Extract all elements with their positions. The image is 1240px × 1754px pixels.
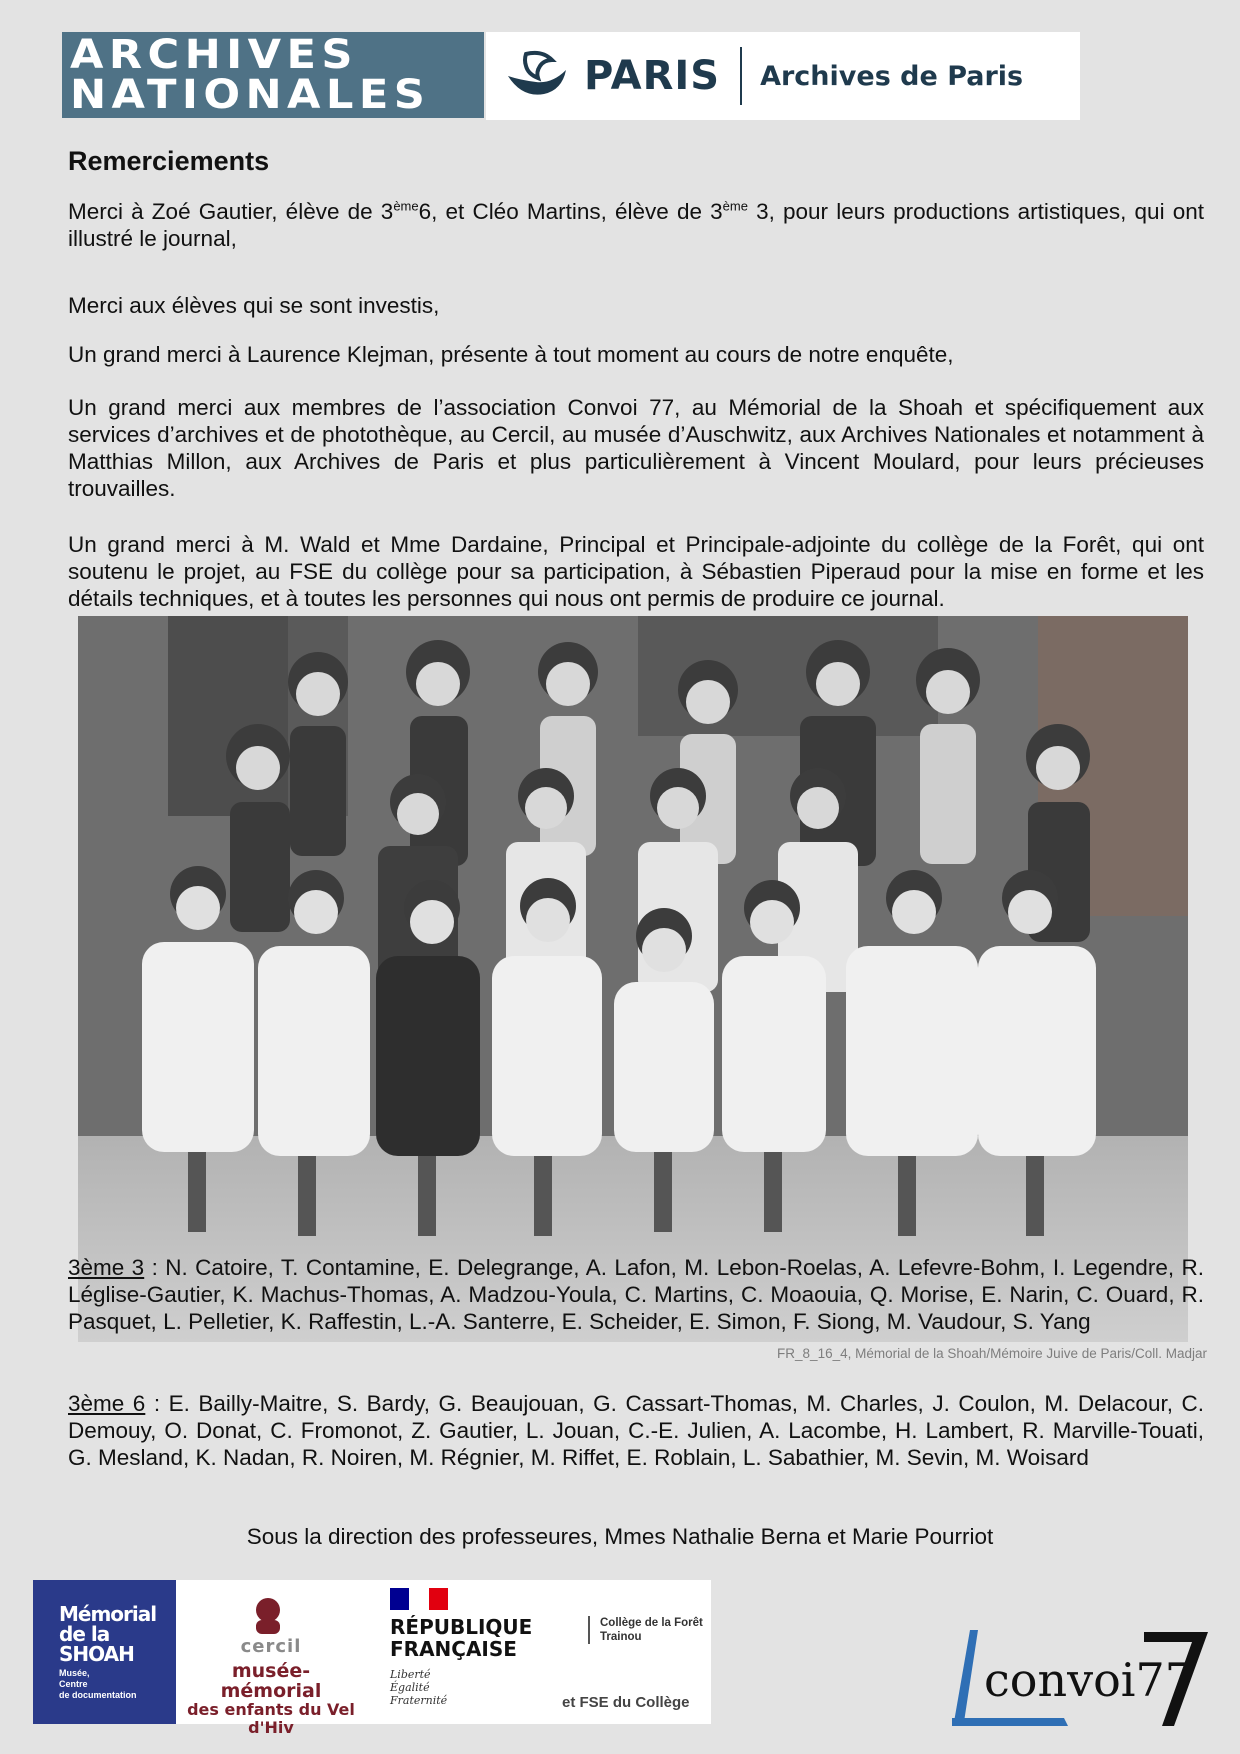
memorial-sub-3: de documentation xyxy=(59,1689,137,1700)
archives-nationales-line-2: NATIONALES xyxy=(70,72,431,118)
college-line-1: Collège de la Forêt xyxy=(600,1617,703,1629)
republique-francaise-logo xyxy=(390,1588,570,1720)
class-3eme3-names: : N. Catoire, T. Contamine, E. Delegrange, A. Lafon, M. Lebon-Roelas, A. Lefevre-Bohm, I. Legendre, R. Léglise-Gautier, K. Machus-Thomas, A. Madzou-Youla, C. Martins, C. Moaouia, Q. Morise, E. Narin, C. Ouard, R. Pasquet, L. Pelletier, K. Raffestin, L.-A. Santerre, E. Scheider, E. Simon, F. Siong, M. Vaudour, S. Yang xyxy=(68,1255,1204,1334)
memorial-shoah-logo xyxy=(33,1580,176,1724)
paris-ship-icon xyxy=(502,46,572,106)
memorial-sub-1: Musée, xyxy=(59,1667,90,1678)
rf-motto-2: Égalité xyxy=(390,1681,430,1694)
page-title: Remerciements xyxy=(68,146,270,176)
marianne-flag-icon xyxy=(390,1588,448,1610)
cercil-line-2: des enfants du Vel d'Hiv xyxy=(187,1700,355,1737)
p1-sup2: ème xyxy=(722,198,748,214)
p1-sup1: ème xyxy=(393,198,419,214)
class-photograph-drawing xyxy=(78,616,1188,1342)
thanks-artists-paragraph xyxy=(68,198,1204,252)
p1-c: 3, pour leurs productions artistiques, qui ont illustré le journal, xyxy=(68,199,1204,251)
rf-line-2: FRANÇAISE xyxy=(390,1637,517,1661)
memorial-line-1: Mémorial xyxy=(59,1601,157,1626)
class-3eme3-label: 3ème 3 xyxy=(68,1255,145,1280)
memorial-sub-2: Centre xyxy=(59,1678,88,1689)
memorial-line-2: de la SHOAH xyxy=(59,1621,134,1666)
cercil-portrait-icon xyxy=(246,1592,290,1636)
paris-wordmark: PARIS xyxy=(584,53,721,99)
class-photograph xyxy=(78,616,1188,1342)
rf-motto-1: Liberté xyxy=(390,1668,431,1681)
thanks-students-paragraph: Merci aux élèves qui se sont investis, xyxy=(68,293,440,318)
college-foret-logo xyxy=(588,1616,703,1644)
class-3eme6-label: 3ème 6 xyxy=(68,1391,146,1416)
class-3eme6-paragraph xyxy=(68,1390,1204,1471)
direction-line: Sous la direction des professeures, Mmes Nathalie Berna et Marie Pourriot xyxy=(246,1524,994,1549)
convoi77-wordmark: convoi77 xyxy=(984,1653,1195,1707)
cercil-line-1: musée-mémorial xyxy=(220,1660,322,1702)
cercil-wordmark: cercil xyxy=(240,1636,302,1657)
p1-a: Merci à Zoé Gautier, élève de 3 xyxy=(68,199,394,224)
archives-de-paris-logo xyxy=(486,32,1080,120)
archives-nationales-line-1: ARCHIVES xyxy=(70,32,358,78)
fse-label: et FSE du Collège xyxy=(562,1694,690,1711)
college-line-2: Trainou xyxy=(600,1631,642,1643)
p1-b: 6, et Cléo Martins, élève de 3 xyxy=(418,199,723,224)
class-3eme6-names: : E. Bailly-Maitre, S. Bardy, G. Beaujouan, G. Cassart-Thomas, M. Charles, J. Coulon, M. Delacour, C. Demouy, O. Donat, C. Fromonot, Z. Gautier, L. Jouan, C.-E. Julien, A. Lacombe, H. Lambert, R. Marville-Touati, G. Mesland, K. Nadan, R. Noiren, M. Régnier, M. Riffet, E. Roblain, L. Sabathier, M. Sevin, M. Woisard xyxy=(68,1391,1204,1470)
logo-separator xyxy=(740,47,742,105)
archives-de-paris-label: Archives de Paris xyxy=(760,60,1024,92)
photo-credit: FR_8_16_4, Mémorial de la Shoah/Mémoire Juive de Paris/Coll. Madjar xyxy=(777,1346,1207,1361)
class-3eme3-paragraph xyxy=(68,1254,1204,1335)
convoi77-logo xyxy=(948,1626,1210,1730)
thanks-institutions-paragraph: Un grand merci aux membres de l’association Convoi 77, au Mémorial de la Shoah et spécifiquement aux services d’archives et de photothèque, au Cercil, au musée d’Auschwitz, aux Archives Nationales et notamment à Matthias Millon, aux Archives de Paris et plus particulièrement à Vincent Moulard, pour leurs précieuses trouvailles. xyxy=(68,395,1204,501)
thanks-klejman-paragraph: Un grand merci à Laurence Klejman, présente à tout moment au cours de notre enquête, xyxy=(68,342,954,367)
rf-line-1: RÉPUBLIQUE xyxy=(390,1615,533,1639)
archives-nationales-logo xyxy=(62,32,484,118)
rf-motto-3: Fraternité xyxy=(390,1694,448,1707)
cercil-logo xyxy=(186,1586,356,1737)
thanks-college-paragraph: Un grand merci à M. Wald et Mme Dardaine, Principal et Principale-adjointe du collège de la Forêt, qui ont soutenu le projet, au FSE du collège pour sa participation, à Sébastien Piperaud pour la mise en forme et les détails techniques, et à toutes les personnes qui nous ont permis de produire ce journal. xyxy=(68,532,1204,611)
